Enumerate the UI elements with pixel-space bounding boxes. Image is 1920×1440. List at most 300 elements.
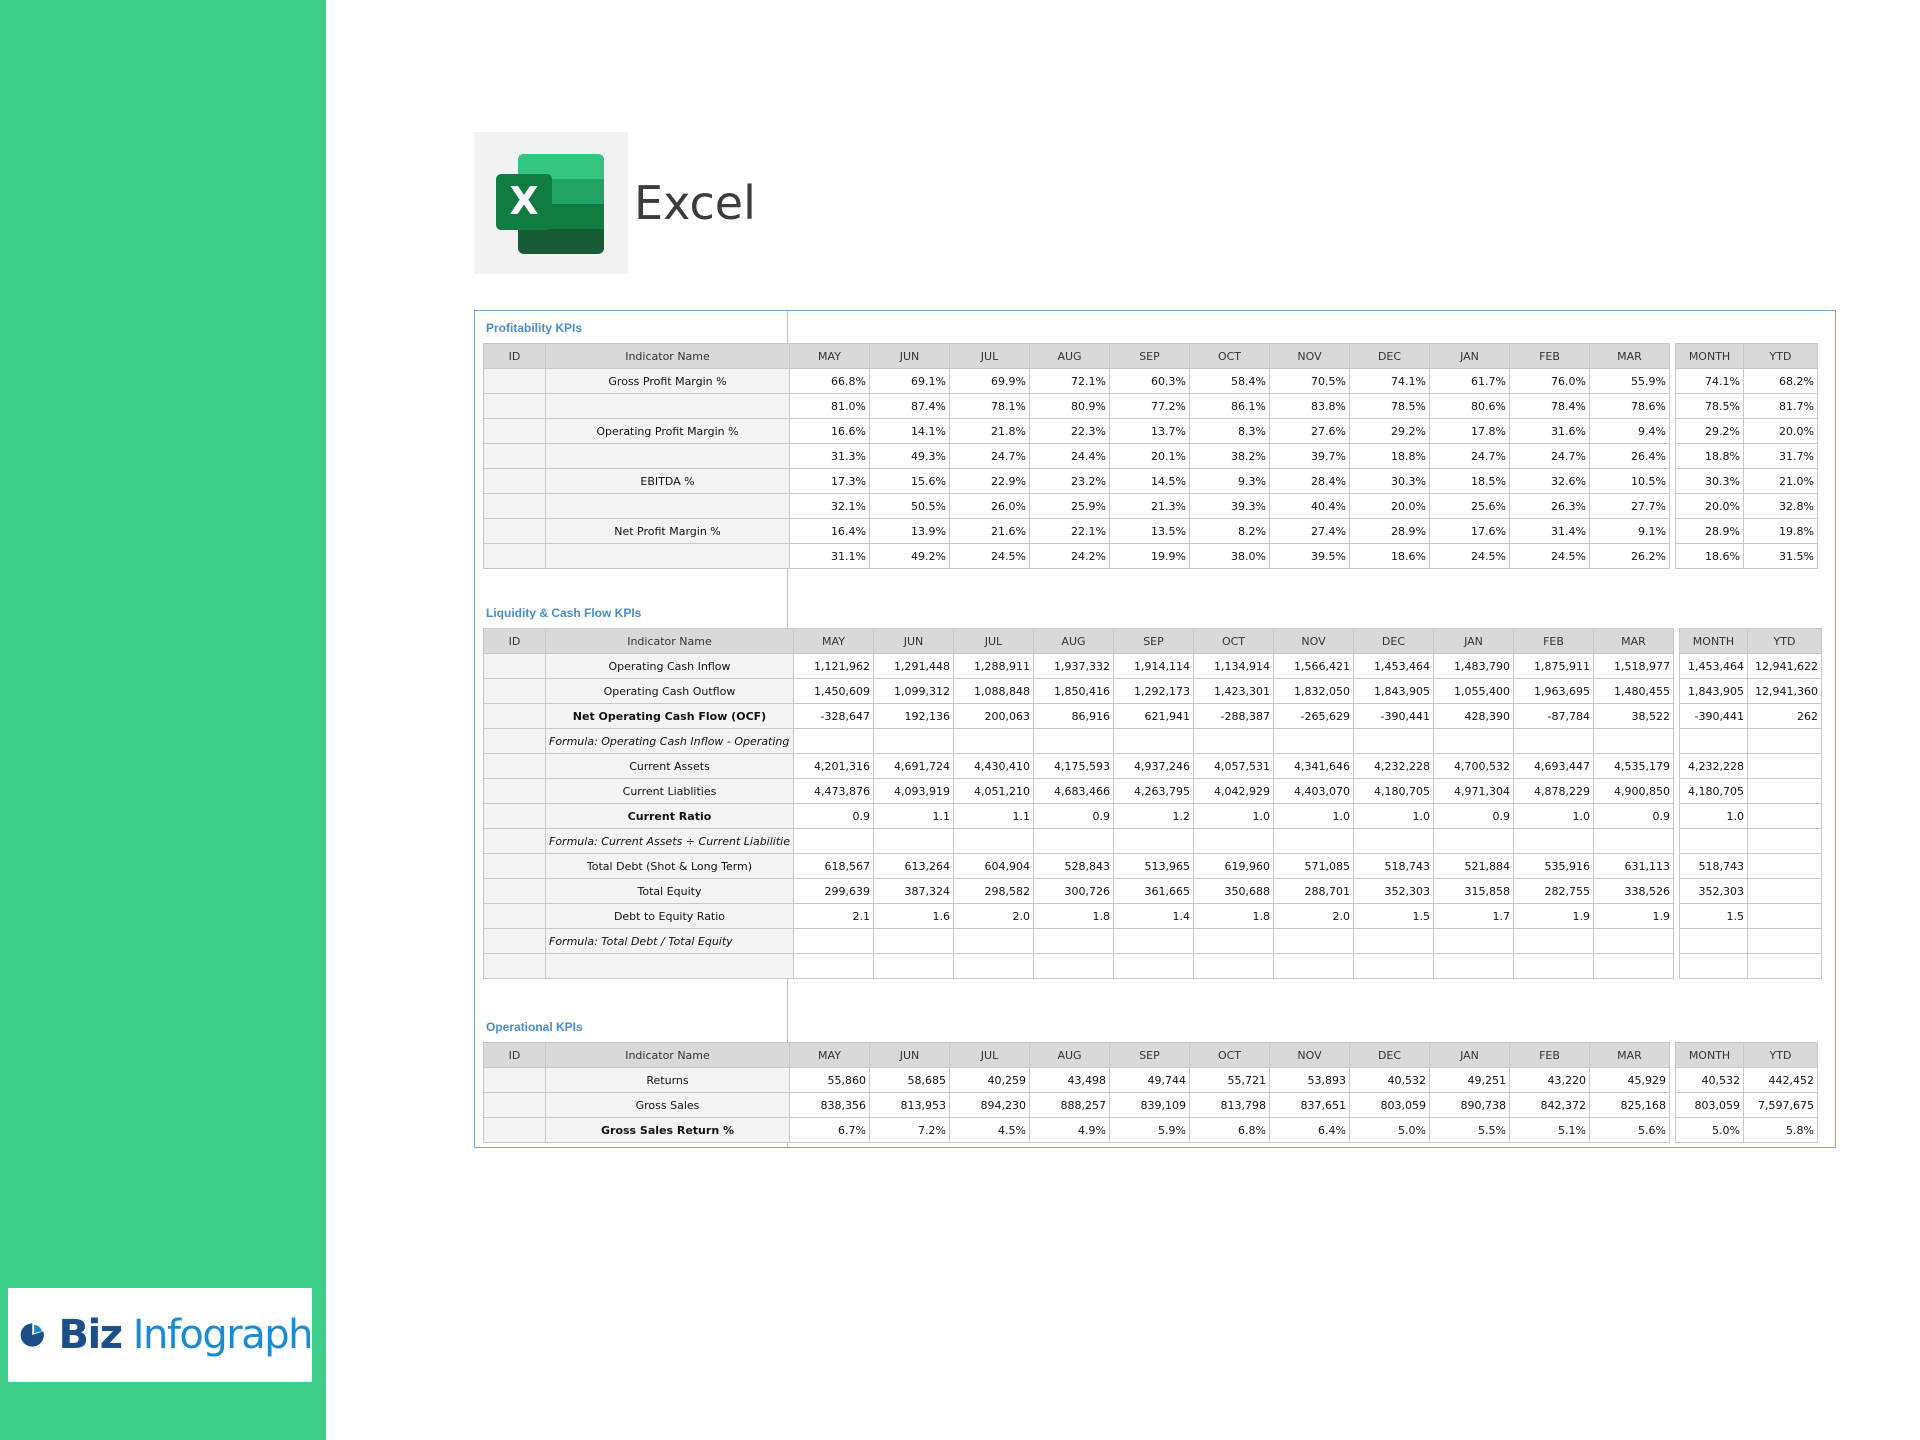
ytd-cell[interactable]: 81.7% [1744, 394, 1818, 419]
value-cell[interactable]: 32.6% [1510, 469, 1590, 494]
column-header[interactable]: MONTH [1676, 1043, 1744, 1068]
value-cell[interactable]: 618,567 [793, 854, 873, 879]
id-cell[interactable] [484, 754, 546, 779]
id-cell[interactable] [484, 804, 546, 829]
value-cell[interactable]: 1.0 [1353, 804, 1433, 829]
value-cell[interactable] [1353, 954, 1433, 979]
column-header[interactable]: OCT [1190, 1043, 1270, 1068]
month-cell[interactable]: 1,453,464 [1679, 654, 1747, 679]
month-cell[interactable]: 18.8% [1676, 444, 1744, 469]
column-header[interactable]: ID [484, 344, 546, 369]
month-cell[interactable]: 1,843,905 [1679, 679, 1747, 704]
indicator-name-cell[interactable]: Operating Cash Inflow [546, 654, 794, 679]
value-cell[interactable]: 78.6% [1590, 394, 1670, 419]
ytd-cell[interactable] [1747, 879, 1821, 904]
indicator-name-cell[interactable] [546, 394, 790, 419]
value-cell[interactable]: 4,937,246 [1113, 754, 1193, 779]
month-cell[interactable]: -390,441 [1679, 704, 1747, 729]
value-cell[interactable]: 200,063 [953, 704, 1033, 729]
column-header[interactable]: MAR [1590, 344, 1670, 369]
value-cell[interactable]: 13.9% [870, 519, 950, 544]
value-cell[interactable]: 81.0% [790, 394, 870, 419]
indicator-name-cell[interactable]: Current Assets [546, 754, 794, 779]
value-cell[interactable]: 26.2% [1590, 544, 1670, 569]
value-cell[interactable] [1193, 829, 1273, 854]
value-cell[interactable]: 43,498 [1030, 1068, 1110, 1093]
ytd-cell[interactable] [1747, 829, 1821, 854]
id-cell[interactable] [484, 544, 546, 569]
value-cell[interactable]: 4,535,179 [1593, 754, 1673, 779]
column-header[interactable]: OCT [1193, 629, 1273, 654]
value-cell[interactable]: 352,303 [1353, 879, 1433, 904]
value-cell[interactable] [953, 729, 1033, 754]
value-cell[interactable]: 535,916 [1513, 854, 1593, 879]
value-cell[interactable]: 513,965 [1113, 854, 1193, 879]
month-cell[interactable]: 1.0 [1679, 804, 1747, 829]
value-cell[interactable]: 13.5% [1110, 519, 1190, 544]
value-cell[interactable]: 49.2% [870, 544, 950, 569]
value-cell[interactable]: 621,941 [1113, 704, 1193, 729]
value-cell[interactable]: 14.1% [870, 419, 950, 444]
value-cell[interactable]: 4,473,876 [793, 779, 873, 804]
value-cell[interactable]: 14.5% [1110, 469, 1190, 494]
value-cell[interactable]: 55,860 [790, 1068, 870, 1093]
id-cell[interactable] [484, 929, 546, 954]
value-cell[interactable]: 613,264 [873, 854, 953, 879]
value-cell[interactable] [1193, 954, 1273, 979]
value-cell[interactable]: 31.4% [1510, 519, 1590, 544]
indicator-name-cell[interactable]: Total Debt (Shot & Long Term) [546, 854, 794, 879]
value-cell[interactable] [1593, 829, 1673, 854]
value-cell[interactable]: 74.1% [1350, 369, 1430, 394]
value-cell[interactable]: 521,884 [1433, 854, 1513, 879]
indicator-name-cell[interactable] [546, 954, 794, 979]
ytd-cell[interactable]: 262 [1747, 704, 1821, 729]
id-cell[interactable] [484, 519, 546, 544]
value-cell[interactable]: 1,055,400 [1433, 679, 1513, 704]
month-cell[interactable]: 20.0% [1676, 494, 1744, 519]
value-cell[interactable]: 76.0% [1510, 369, 1590, 394]
indicator-name-cell[interactable]: Gross Sales [546, 1093, 790, 1118]
column-header[interactable]: AUG [1033, 629, 1113, 654]
column-header[interactable]: JAN [1430, 1043, 1510, 1068]
column-header[interactable]: MAY [790, 1043, 870, 1068]
value-cell[interactable] [1033, 929, 1113, 954]
value-cell[interactable]: 24.7% [1430, 444, 1510, 469]
value-cell[interactable]: 38.2% [1190, 444, 1270, 469]
indicator-name-cell[interactable]: Operating Cash Outflow [546, 679, 794, 704]
column-header[interactable]: YTD [1747, 629, 1821, 654]
ytd-cell[interactable]: 68.2% [1744, 369, 1818, 394]
column-header[interactable]: MAR [1593, 629, 1673, 654]
value-cell[interactable]: -87,784 [1513, 704, 1593, 729]
value-cell[interactable]: -328,647 [793, 704, 873, 729]
value-cell[interactable]: 16.6% [790, 419, 870, 444]
indicator-name-cell[interactable] [546, 494, 790, 519]
value-cell[interactable] [953, 954, 1033, 979]
value-cell[interactable]: 9.1% [1590, 519, 1670, 544]
value-cell[interactable]: 1,423,301 [1193, 679, 1273, 704]
value-cell[interactable] [793, 929, 873, 954]
indicator-name-cell[interactable]: Net Profit Margin % [546, 519, 790, 544]
indicator-name-cell[interactable]: Returns [546, 1068, 790, 1093]
ytd-cell[interactable]: 19.8% [1744, 519, 1818, 544]
value-cell[interactable]: 17.6% [1430, 519, 1510, 544]
value-cell[interactable] [953, 929, 1033, 954]
value-cell[interactable]: 1,099,312 [873, 679, 953, 704]
value-cell[interactable]: 1.2 [1113, 804, 1193, 829]
value-cell[interactable]: 4,057,531 [1193, 754, 1273, 779]
value-cell[interactable]: 837,651 [1270, 1093, 1350, 1118]
value-cell[interactable]: 2.1 [793, 904, 873, 929]
indicator-name-cell[interactable]: Current Ratio [546, 804, 794, 829]
month-cell[interactable]: 74.1% [1676, 369, 1744, 394]
value-cell[interactable]: 55,721 [1190, 1068, 1270, 1093]
value-cell[interactable]: 803,059 [1350, 1093, 1430, 1118]
column-header[interactable]: JUN [870, 1043, 950, 1068]
id-cell[interactable] [484, 469, 546, 494]
value-cell[interactable]: 50.5% [870, 494, 950, 519]
value-cell[interactable]: 0.9 [1033, 804, 1113, 829]
value-cell[interactable]: 31.1% [790, 544, 870, 569]
value-cell[interactable]: 49,744 [1110, 1068, 1190, 1093]
value-cell[interactable]: 39.7% [1270, 444, 1350, 469]
ytd-cell[interactable]: 12,941,622 [1747, 654, 1821, 679]
value-cell[interactable]: 21.3% [1110, 494, 1190, 519]
value-cell[interactable]: 4.5% [950, 1118, 1030, 1143]
value-cell[interactable] [1353, 829, 1433, 854]
ytd-cell[interactable]: 12,941,360 [1747, 679, 1821, 704]
month-cell[interactable]: 4,180,705 [1679, 779, 1747, 804]
value-cell[interactable]: 2.0 [1273, 904, 1353, 929]
column-header[interactable]: Indicator Name [546, 1043, 790, 1068]
value-cell[interactable]: 53,893 [1270, 1068, 1350, 1093]
value-cell[interactable]: 813,798 [1190, 1093, 1270, 1118]
month-cell[interactable]: 18.6% [1676, 544, 1744, 569]
value-cell[interactable]: 4,042,929 [1193, 779, 1273, 804]
month-cell[interactable]: 1.5 [1679, 904, 1747, 929]
column-header[interactable]: DEC [1353, 629, 1433, 654]
ytd-cell[interactable]: 32.8% [1744, 494, 1818, 519]
value-cell[interactable]: 24.7% [950, 444, 1030, 469]
value-cell[interactable]: 518,743 [1353, 854, 1433, 879]
value-cell[interactable]: 428,390 [1433, 704, 1513, 729]
value-cell[interactable] [1513, 929, 1593, 954]
value-cell[interactable]: 69.9% [950, 369, 1030, 394]
value-cell[interactable]: 40.4% [1270, 494, 1350, 519]
column-header[interactable]: YTD [1744, 1043, 1818, 1068]
value-cell[interactable]: 4,051,210 [953, 779, 1033, 804]
value-cell[interactable]: 24.5% [1510, 544, 1590, 569]
value-cell[interactable]: 4,180,705 [1353, 779, 1433, 804]
value-cell[interactable]: 22.1% [1030, 519, 1110, 544]
value-cell[interactable]: 888,257 [1030, 1093, 1110, 1118]
value-cell[interactable]: 288,701 [1273, 879, 1353, 904]
column-header[interactable]: MAY [793, 629, 873, 654]
value-cell[interactable] [1593, 929, 1673, 954]
column-header[interactable]: MONTH [1676, 344, 1744, 369]
indicator-name-cell[interactable]: Net Operating Cash Flow (OCF) [546, 704, 794, 729]
indicator-name-cell[interactable]: Formula: Total Debt / Total Equity [546, 929, 794, 954]
value-cell[interactable]: 298,582 [953, 879, 1033, 904]
value-cell[interactable]: 29.2% [1350, 419, 1430, 444]
value-cell[interactable]: 839,109 [1110, 1093, 1190, 1118]
value-cell[interactable]: 631,113 [1593, 854, 1673, 879]
value-cell[interactable]: 58,685 [870, 1068, 950, 1093]
value-cell[interactable]: 300,726 [1033, 879, 1113, 904]
ytd-cell[interactable] [1747, 954, 1821, 979]
value-cell[interactable]: 1,288,911 [953, 654, 1033, 679]
value-cell[interactable]: 78.1% [950, 394, 1030, 419]
value-cell[interactable] [873, 829, 953, 854]
column-header[interactable]: JAN [1433, 629, 1513, 654]
value-cell[interactable]: 9.4% [1590, 419, 1670, 444]
month-cell[interactable]: 29.2% [1676, 419, 1744, 444]
value-cell[interactable]: 0.9 [1593, 804, 1673, 829]
column-header[interactable]: FEB [1510, 1043, 1590, 1068]
value-cell[interactable] [1593, 954, 1673, 979]
value-cell[interactable]: 1.4 [1113, 904, 1193, 929]
value-cell[interactable]: 4,900,850 [1593, 779, 1673, 804]
value-cell[interactable] [1433, 954, 1513, 979]
value-cell[interactable]: 4.9% [1030, 1118, 1110, 1143]
column-header[interactable]: MONTH [1679, 629, 1747, 654]
value-cell[interactable]: 1,850,416 [1033, 679, 1113, 704]
id-cell[interactable] [484, 704, 546, 729]
value-cell[interactable]: 43,220 [1510, 1068, 1590, 1093]
value-cell[interactable]: 22.9% [950, 469, 1030, 494]
value-cell[interactable] [1513, 829, 1593, 854]
value-cell[interactable] [1433, 929, 1513, 954]
column-header[interactable]: YTD [1744, 344, 1818, 369]
value-cell[interactable] [873, 929, 953, 954]
value-cell[interactable]: 842,372 [1510, 1093, 1590, 1118]
value-cell[interactable]: 1.0 [1193, 804, 1273, 829]
value-cell[interactable]: 38,522 [1593, 704, 1673, 729]
value-cell[interactable]: 61.7% [1430, 369, 1510, 394]
value-cell[interactable]: 78.5% [1350, 394, 1430, 419]
ytd-cell[interactable]: 31.7% [1744, 444, 1818, 469]
value-cell[interactable]: 30.3% [1350, 469, 1430, 494]
value-cell[interactable]: 1.1 [953, 804, 1033, 829]
ytd-cell[interactable] [1747, 729, 1821, 754]
value-cell[interactable] [953, 829, 1033, 854]
value-cell[interactable]: 4,232,228 [1353, 754, 1433, 779]
value-cell[interactable]: 25.6% [1430, 494, 1510, 519]
value-cell[interactable]: 80.9% [1030, 394, 1110, 419]
ytd-cell[interactable] [1747, 904, 1821, 929]
value-cell[interactable] [1273, 729, 1353, 754]
column-header[interactable]: FEB [1513, 629, 1593, 654]
value-cell[interactable]: 838,356 [790, 1093, 870, 1118]
value-cell[interactable]: 528,843 [1033, 854, 1113, 879]
column-header[interactable]: NOV [1270, 1043, 1350, 1068]
month-cell[interactable]: 4,232,228 [1679, 754, 1747, 779]
column-header[interactable]: DEC [1350, 1043, 1430, 1068]
value-cell[interactable]: 1.8 [1193, 904, 1273, 929]
value-cell[interactable]: 20.0% [1350, 494, 1430, 519]
value-cell[interactable]: 45,929 [1590, 1068, 1670, 1093]
value-cell[interactable] [1033, 829, 1113, 854]
month-cell[interactable]: 518,743 [1679, 854, 1747, 879]
value-cell[interactable]: 40,259 [950, 1068, 1030, 1093]
value-cell[interactable]: 26.3% [1510, 494, 1590, 519]
value-cell[interactable]: 78.4% [1510, 394, 1590, 419]
ytd-cell[interactable]: 20.0% [1744, 419, 1818, 444]
value-cell[interactable]: 0.9 [793, 804, 873, 829]
value-cell[interactable]: 8.3% [1190, 419, 1270, 444]
value-cell[interactable]: 24.5% [1430, 544, 1510, 569]
value-cell[interactable]: 9.3% [1190, 469, 1270, 494]
ytd-cell[interactable]: 442,452 [1744, 1068, 1818, 1093]
value-cell[interactable] [1513, 729, 1593, 754]
indicator-name-cell[interactable]: Gross Profit Margin % [546, 369, 790, 394]
value-cell[interactable]: 83.8% [1270, 394, 1350, 419]
value-cell[interactable] [1593, 729, 1673, 754]
value-cell[interactable]: 5.1% [1510, 1118, 1590, 1143]
value-cell[interactable]: 24.5% [950, 544, 1030, 569]
indicator-name-cell[interactable]: Gross Sales Return % [546, 1118, 790, 1143]
ytd-cell[interactable] [1747, 779, 1821, 804]
value-cell[interactable]: 5.6% [1590, 1118, 1670, 1143]
value-cell[interactable] [1113, 829, 1193, 854]
value-cell[interactable]: 315,858 [1433, 879, 1513, 904]
id-cell[interactable] [484, 444, 546, 469]
value-cell[interactable]: 20.1% [1110, 444, 1190, 469]
value-cell[interactable]: 39.5% [1270, 544, 1350, 569]
id-cell[interactable] [484, 1068, 546, 1093]
value-cell[interactable]: 17.8% [1430, 419, 1510, 444]
id-cell[interactable] [484, 879, 546, 904]
value-cell[interactable]: 4,093,919 [873, 779, 953, 804]
indicator-name-cell[interactable]: Total Equity [546, 879, 794, 904]
value-cell[interactable]: 2.0 [953, 904, 1033, 929]
value-cell[interactable]: 192,136 [873, 704, 953, 729]
column-header[interactable]: JUN [873, 629, 953, 654]
value-cell[interactable]: 4,971,304 [1433, 779, 1513, 804]
value-cell[interactable] [1033, 729, 1113, 754]
value-cell[interactable]: 350,688 [1193, 879, 1273, 904]
value-cell[interactable]: 1,292,173 [1113, 679, 1193, 704]
value-cell[interactable]: 86,916 [1033, 704, 1113, 729]
value-cell[interactable]: 1,483,790 [1433, 654, 1513, 679]
value-cell[interactable] [1273, 829, 1353, 854]
column-header[interactable]: MAY [790, 344, 870, 369]
value-cell[interactable]: 66.8% [790, 369, 870, 394]
id-cell[interactable] [484, 904, 546, 929]
value-cell[interactable]: 571,085 [1273, 854, 1353, 879]
indicator-name-cell[interactable]: Formula: Operating Cash Inflow - Operating [546, 729, 794, 754]
value-cell[interactable]: 1,121,962 [793, 654, 873, 679]
id-cell[interactable] [484, 369, 546, 394]
value-cell[interactable]: 282,755 [1513, 879, 1593, 904]
value-cell[interactable]: 18.8% [1350, 444, 1430, 469]
column-header[interactable]: OCT [1190, 344, 1270, 369]
value-cell[interactable]: 8.2% [1190, 519, 1270, 544]
value-cell[interactable]: 387,324 [873, 879, 953, 904]
value-cell[interactable]: 1,453,464 [1353, 654, 1433, 679]
value-cell[interactable]: 80.6% [1430, 394, 1510, 419]
column-header[interactable]: JUL [950, 344, 1030, 369]
value-cell[interactable]: 86.1% [1190, 394, 1270, 419]
column-header[interactable]: ID [484, 1043, 546, 1068]
column-header[interactable]: NOV [1270, 344, 1350, 369]
value-cell[interactable]: 890,738 [1430, 1093, 1510, 1118]
value-cell[interactable]: 4,341,646 [1273, 754, 1353, 779]
value-cell[interactable]: 19.9% [1110, 544, 1190, 569]
column-header[interactable]: JUL [953, 629, 1033, 654]
value-cell[interactable]: 26.4% [1590, 444, 1670, 469]
column-header[interactable]: SEP [1110, 1043, 1190, 1068]
id-cell[interactable] [484, 729, 546, 754]
value-cell[interactable]: 6.4% [1270, 1118, 1350, 1143]
column-header[interactable]: Indicator Name [546, 629, 794, 654]
indicator-name-cell[interactable]: Current Liablities [546, 779, 794, 804]
value-cell[interactable]: 58.4% [1190, 369, 1270, 394]
id-cell[interactable] [484, 954, 546, 979]
id-cell[interactable] [484, 829, 546, 854]
value-cell[interactable]: 60.3% [1110, 369, 1190, 394]
value-cell[interactable]: 25.9% [1030, 494, 1110, 519]
ytd-cell[interactable] [1747, 854, 1821, 879]
value-cell[interactable]: 1,450,609 [793, 679, 873, 704]
value-cell[interactable]: 17.3% [790, 469, 870, 494]
value-cell[interactable]: 27.4% [1270, 519, 1350, 544]
value-cell[interactable]: 1.8 [1033, 904, 1113, 929]
value-cell[interactable]: 5.0% [1350, 1118, 1430, 1143]
value-cell[interactable]: 1.0 [1513, 804, 1593, 829]
month-cell[interactable]: 78.5% [1676, 394, 1744, 419]
value-cell[interactable]: 21.8% [950, 419, 1030, 444]
value-cell[interactable]: 1,875,911 [1513, 654, 1593, 679]
kpi-spreadsheet[interactable] [474, 310, 1836, 1148]
value-cell[interactable] [1513, 954, 1593, 979]
column-header[interactable]: AUG [1030, 1043, 1110, 1068]
value-cell[interactable]: 15.6% [870, 469, 950, 494]
value-cell[interactable]: 299,639 [793, 879, 873, 904]
value-cell[interactable]: 4,693,447 [1513, 754, 1593, 779]
value-cell[interactable] [1033, 954, 1113, 979]
month-cell[interactable] [1679, 729, 1747, 754]
column-header[interactable]: JUN [870, 344, 950, 369]
value-cell[interactable]: 1,518,977 [1593, 654, 1673, 679]
value-cell[interactable]: 5.9% [1110, 1118, 1190, 1143]
value-cell[interactable] [793, 954, 873, 979]
value-cell[interactable]: 1,291,448 [873, 654, 953, 679]
value-cell[interactable]: 0.9 [1433, 804, 1513, 829]
value-cell[interactable]: 77.2% [1110, 394, 1190, 419]
value-cell[interactable]: 24.2% [1030, 544, 1110, 569]
month-cell[interactable]: 40,532 [1676, 1068, 1744, 1093]
month-cell[interactable]: 352,303 [1679, 879, 1747, 904]
value-cell[interactable] [1113, 729, 1193, 754]
value-cell[interactable]: 1.6 [873, 904, 953, 929]
value-cell[interactable]: -288,387 [1193, 704, 1273, 729]
value-cell[interactable]: 1.5 [1353, 904, 1433, 929]
month-cell[interactable] [1679, 829, 1747, 854]
id-cell[interactable] [484, 419, 546, 444]
value-cell[interactable]: 4,430,410 [953, 754, 1033, 779]
value-cell[interactable] [873, 954, 953, 979]
value-cell[interactable] [1273, 929, 1353, 954]
value-cell[interactable]: 18.6% [1350, 544, 1430, 569]
value-cell[interactable] [1433, 729, 1513, 754]
value-cell[interactable]: 1,914,114 [1113, 654, 1193, 679]
value-cell[interactable]: 72.1% [1030, 369, 1110, 394]
id-cell[interactable] [484, 679, 546, 704]
month-cell[interactable]: 30.3% [1676, 469, 1744, 494]
value-cell[interactable]: 4,878,229 [1513, 779, 1593, 804]
